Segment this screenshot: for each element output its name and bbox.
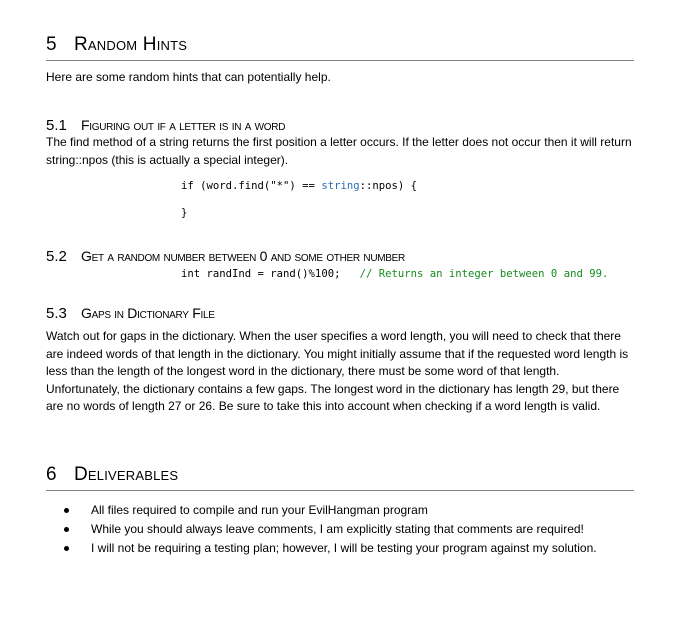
section-6-heading — [46, 464, 178, 486]
subsection-number: 5.2 — [46, 248, 67, 265]
subsection-title: Get a random number between 0 and some other number — [81, 248, 405, 264]
bullet-icon — [64, 527, 69, 532]
code-keyword-string: string — [321, 180, 360, 192]
code-if-post: ::npos) { — [359, 180, 418, 192]
subsection-number: 5.1 — [46, 117, 67, 134]
code-line-if — [181, 179, 417, 193]
list-item-text: While you should always leave comments, I am explicitly stating that comments are required! — [91, 522, 584, 536]
subsection-5-2-heading — [46, 247, 405, 266]
section-title: Deliverables — [74, 464, 179, 485]
bullet-icon — [64, 508, 69, 513]
subsection-5-3-heading — [46, 304, 215, 323]
list-item-text: I will not be requiring a testing plan; however, I will be testing your program against my solution. — [91, 541, 597, 555]
section-number: 6 — [46, 464, 57, 485]
subsection-5-1-body: The find method of a string returns the first position a letter occurs. If the letter does not occur then it will return string::npos (this is actually a special integer). — [46, 135, 632, 167]
section-5-heading — [46, 34, 187, 56]
code-statement: int randInd = rand()%100; — [181, 268, 341, 280]
subsection-title: Figuring out if a letter is in a word — [81, 117, 286, 133]
bullet-icon — [64, 546, 69, 551]
subsection-5-1-heading — [46, 116, 285, 135]
section-6-rule — [46, 490, 634, 491]
subsection-5-3-body: Watch out for gaps in the dictionary. When the user specifies a word length, you will need to check that there are indeed words of that length in the dictionary. You might initially assume that if the requested word length is less than the length of the longest word in the dictionary, there must be some word of that length. Unfortunately, the dictionary contains a few gaps. The longest word in the dictionary has length 29, but there are no words of length 27 or 26. Be sure to take this into account when checking if a word length is valid. — [46, 329, 629, 414]
code-line-close: } — [181, 207, 188, 219]
section-5-intro: Here are some random hints that can potentially help. — [46, 70, 331, 84]
section-title: Random Hints — [74, 34, 188, 55]
subsection-number: 5.3 — [46, 305, 67, 322]
list-item-text: All files required to compile and run your EvilHangman program — [91, 503, 428, 517]
section-5-rule — [46, 60, 634, 61]
code-comment: // Returns an integer between 0 and 99. — [359, 268, 609, 280]
subsection-title: Gaps in Dictionary File — [81, 305, 215, 321]
code-line-rand — [181, 267, 608, 281]
code-if-pre: if (word.find("*") == — [181, 180, 322, 192]
section-number: 5 — [46, 34, 57, 55]
